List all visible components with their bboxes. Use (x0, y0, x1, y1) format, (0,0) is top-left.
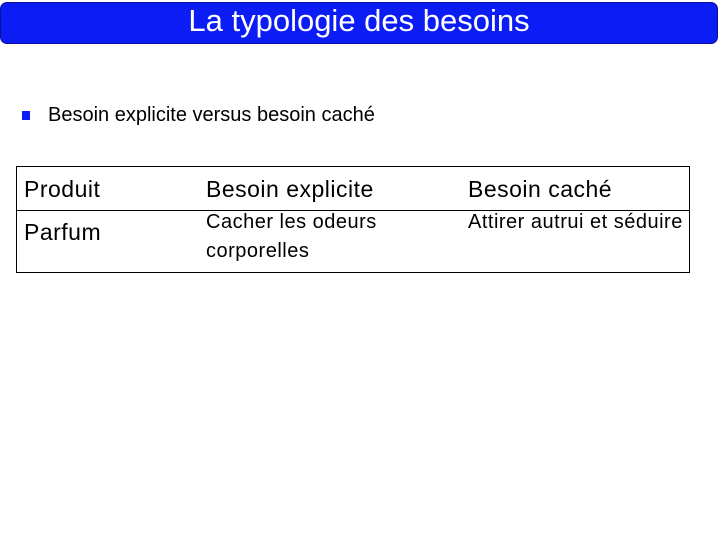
header-cell-product: Produit (24, 176, 101, 202)
bullet-text: Besoin explicite versus besoin caché (48, 104, 375, 126)
slide-title: La typologie des besoins (188, 2, 530, 38)
square-bullet-icon (22, 111, 30, 120)
table-row (17, 211, 689, 272)
bullet-item (22, 104, 375, 127)
cell-explicit-need: Cacher les odeurs corporelles (206, 211, 377, 262)
table-header-row (17, 167, 689, 211)
header-cell-explicit-need: Besoin explicite (206, 176, 374, 202)
header-cell-hidden-need: Besoin caché (468, 176, 613, 202)
cell-product: Parfum (24, 219, 102, 245)
needs-table (16, 166, 690, 273)
title-bar (0, 2, 718, 44)
cell-hidden-need: Attirer autrui et séduire (468, 211, 683, 233)
